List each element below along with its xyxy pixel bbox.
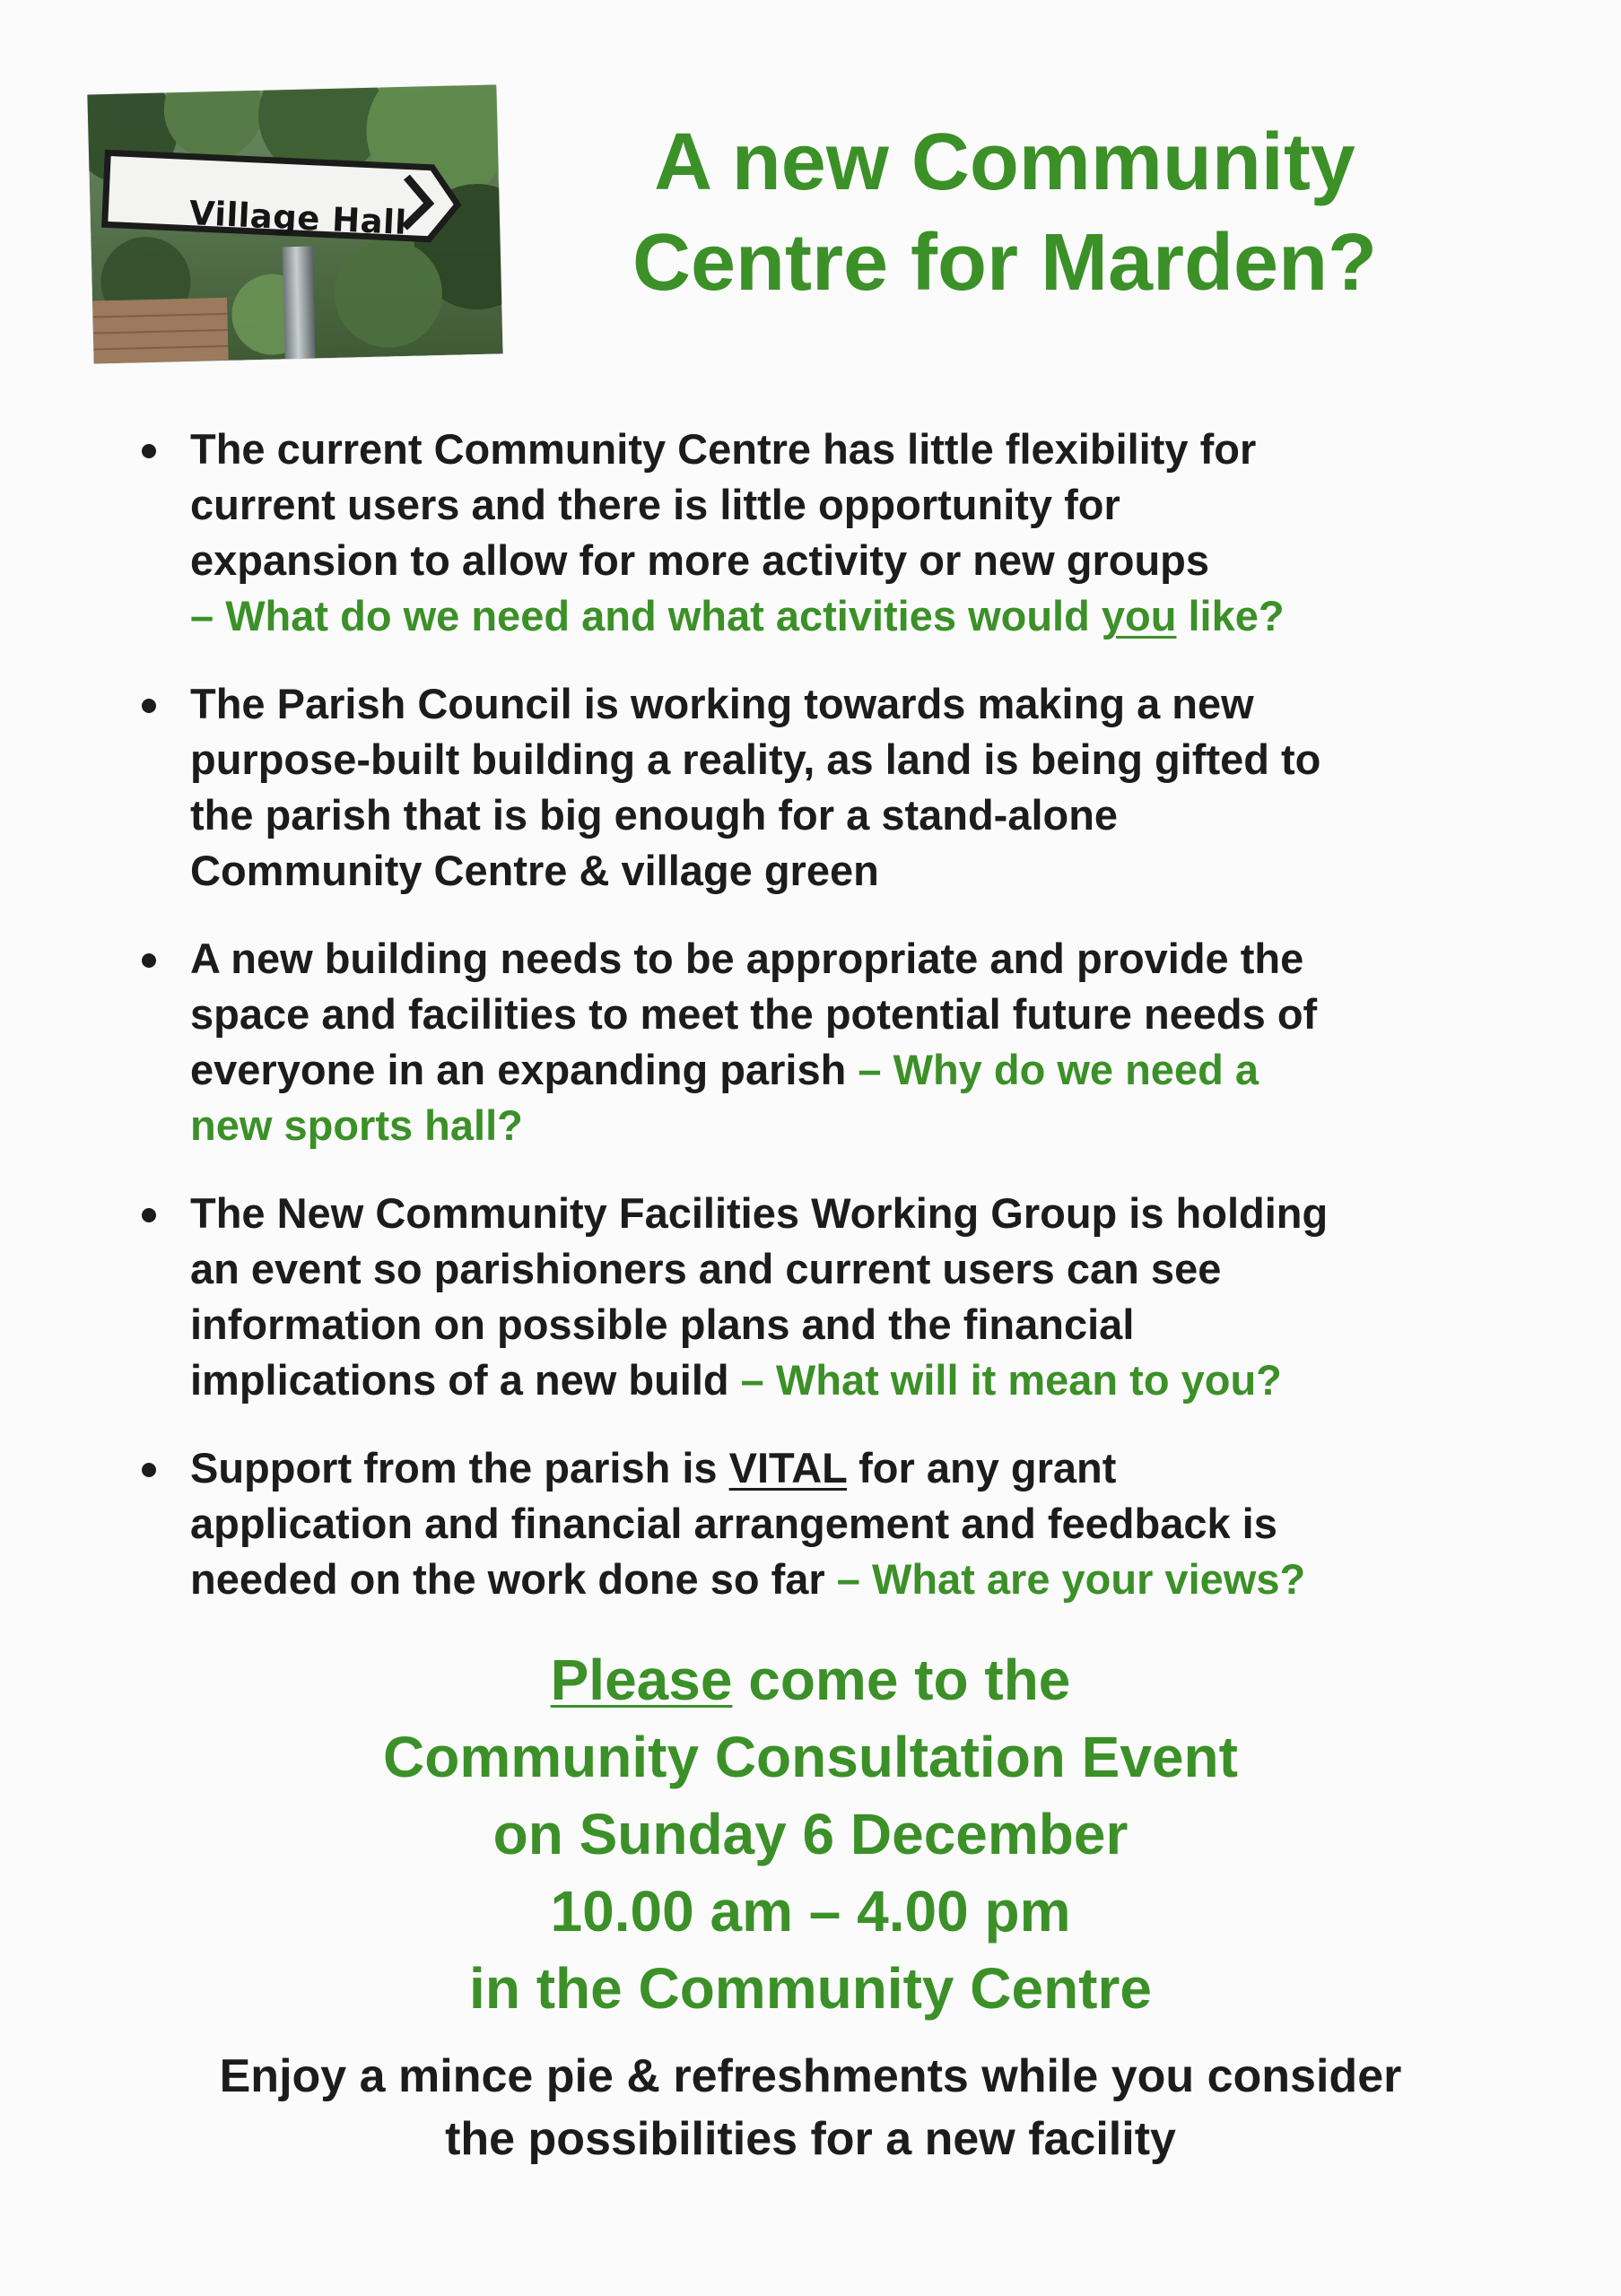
- bullet-question: [190, 588, 1538, 644]
- bullet-item-parish-council: [139, 676, 1538, 899]
- bullet-icon: [142, 1208, 156, 1222]
- bullet-line: The Parish Council is working towards making a new: [190, 680, 1254, 727]
- bullet-question: – What will it mean to you?: [740, 1356, 1282, 1404]
- bullet-line: space and facilities to meet the potential future needs of: [190, 990, 1318, 1038]
- bullet-text: for any grant: [847, 1444, 1117, 1492]
- event-line: [0, 1641, 1621, 1718]
- bullet-question: – Why do we need a: [858, 1046, 1259, 1093]
- question-text: like?: [1176, 592, 1285, 639]
- bullet-line: information on possible plans and the financial: [190, 1300, 1135, 1348]
- title-line-2: Centre for Marden?: [632, 218, 1378, 308]
- bullet-item-flexibility: [139, 422, 1538, 644]
- bullet-line: [190, 1552, 1538, 1607]
- bullet-question: new sports hall?: [190, 1101, 523, 1149]
- event-location: in the Community Centre: [469, 1956, 1152, 2021]
- bullet-item-support: [139, 1440, 1538, 1607]
- bullet-icon: [142, 953, 156, 968]
- bullet-item-working-group: [139, 1186, 1538, 1408]
- event-name: Community Consultation Event: [383, 1725, 1238, 1789]
- bullet-item-new-building: [139, 931, 1538, 1153]
- event-date: on Sunday 6 December: [492, 1802, 1129, 1866]
- closing-line: Enjoy a mince pie & refreshments while you consider: [219, 2050, 1402, 2102]
- bullet-text: implications of a new build: [190, 1356, 741, 1404]
- bullet-icon: [142, 1463, 156, 1477]
- bullet-text: needed on the work done so far: [190, 1555, 837, 1603]
- bullet-text: Support from the parish is: [190, 1444, 729, 1492]
- bullet-line: expansion to allow for more activity or new groups: [190, 536, 1210, 584]
- sign-text: Village Hall: [187, 193, 408, 242]
- title-line-1: A new Community: [654, 117, 1355, 207]
- bullet-line: [190, 1440, 1538, 1496]
- bullet-line: application and financial arrangement and feedback is: [190, 1500, 1277, 1547]
- bullet-icon: [142, 699, 156, 713]
- bullet-line: The current Community Centre has little flexibility for: [190, 425, 1257, 473]
- question-text: – What do we need and what activities would: [190, 592, 1102, 639]
- bullet-line: [190, 1042, 1538, 1098]
- village-hall-signpost-photo: [87, 84, 502, 363]
- bullet-line: the parish that is big enough for a stand-alone: [190, 791, 1119, 839]
- bullet-text: everyone in an expanding parish: [190, 1046, 858, 1093]
- closing-note: [0, 2045, 1621, 2170]
- info-bullet-list: [139, 422, 1538, 1639]
- bullet-line: The New Community Facilities Working Group is holding: [190, 1189, 1329, 1237]
- bullet-line: Community Centre & village green: [190, 847, 879, 894]
- event-invitation: [0, 1641, 1621, 2027]
- page-title: [529, 112, 1480, 313]
- event-time: 10.00 am – 4.00 pm: [550, 1879, 1071, 1944]
- bullet-line: purpose-built building a reality, as land is being gifted to: [190, 735, 1321, 783]
- event-emphasis: Please: [550, 1648, 733, 1712]
- bullet-icon: [142, 444, 156, 458]
- closing-line: the possibilities for a new facility: [445, 2113, 1176, 2165]
- bullet-line: an event so parishioners and current users can see: [190, 1245, 1222, 1292]
- bullet-question: – What are your views?: [836, 1555, 1306, 1603]
- question-emphasis: you: [1101, 592, 1177, 639]
- bullet-emphasis: VITAL: [728, 1444, 848, 1492]
- bullet-line: A new building needs to be appropriate and provide the: [190, 935, 1304, 982]
- event-text: come to the: [732, 1648, 1071, 1712]
- bullet-line: current users and there is little opportunity for: [190, 481, 1120, 528]
- bullet-line: [190, 1352, 1538, 1408]
